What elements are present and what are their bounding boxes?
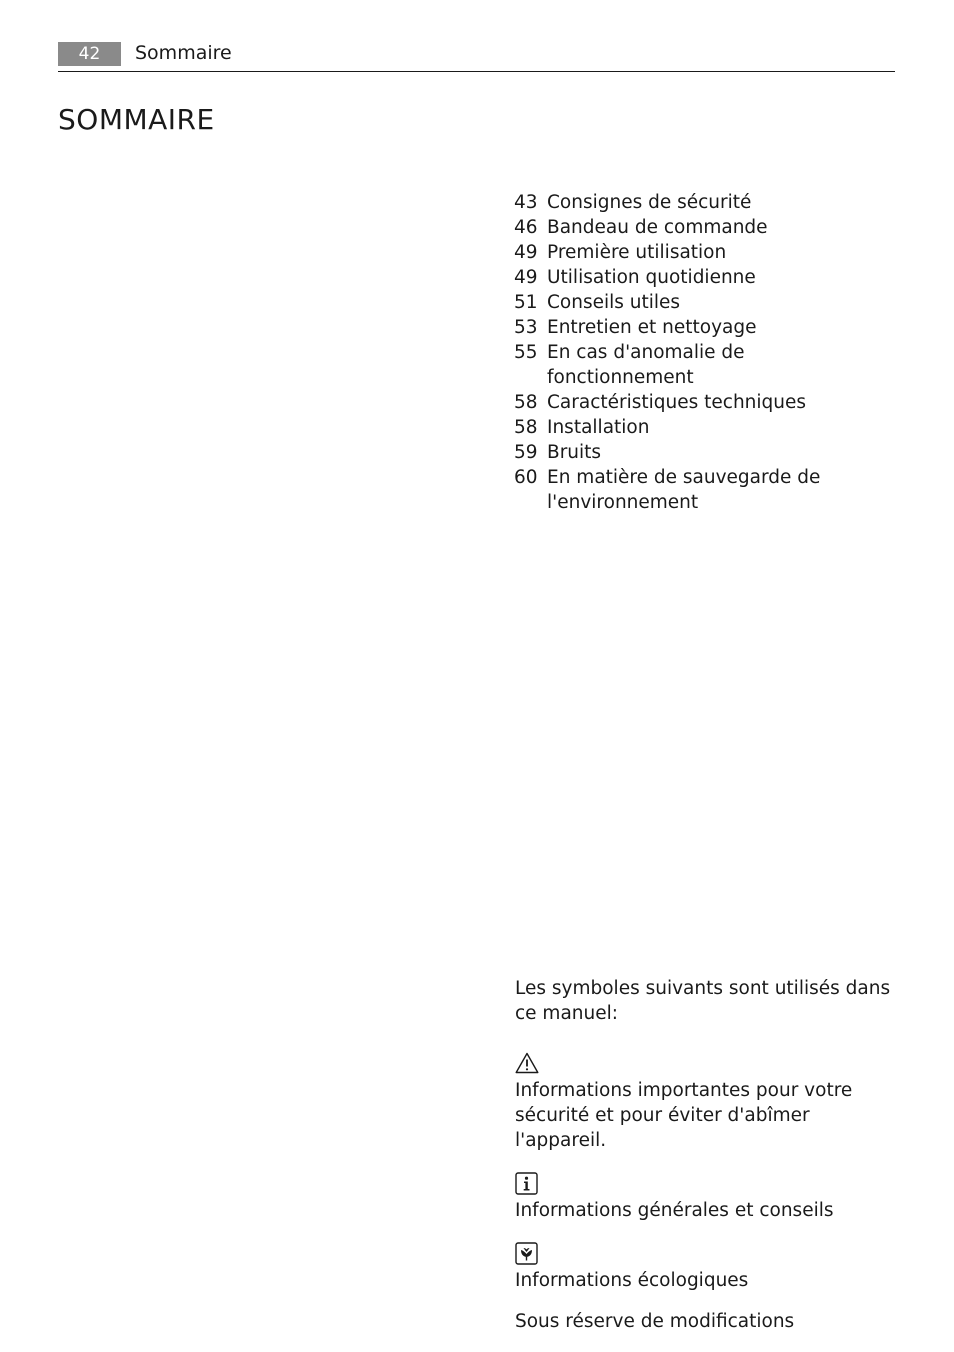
toc-label: Utilisation quotidienne — [547, 267, 756, 288]
symbol-safety — [515, 1052, 900, 1153]
symbols-intro: Les symboles suivants sont utilisés dans ce manuel: — [515, 978, 891, 1024]
header-section-title: Sommaire — [135, 42, 232, 64]
info-icon — [515, 1172, 900, 1197]
page-number: 42 — [58, 42, 121, 66]
symbol-eco — [515, 1242, 900, 1293]
toc-entry[interactable] — [514, 215, 899, 240]
toc-page-number: 55 — [514, 342, 538, 363]
toc-label: Première utilisation — [547, 242, 727, 263]
toc-entry[interactable] — [514, 265, 899, 290]
toc-label: En matière de sauvegarde de l'environnement — [547, 467, 821, 513]
toc-page-number: 59 — [514, 442, 538, 463]
toc-entry[interactable] — [514, 240, 899, 265]
symbol-safety-text: Informations importantes pour votre sécurité et pour éviter d'abîmer l'appareil. — [515, 1080, 853, 1151]
toc-entry[interactable] — [514, 390, 899, 415]
symbol-info-text: Informations générales et conseils — [515, 1200, 834, 1221]
page-title: SOMMAIRE — [58, 103, 215, 136]
toc-entry[interactable] — [514, 190, 899, 215]
modifications-note: Sous réserve de modifications — [515, 1311, 795, 1332]
toc-page-number: 49 — [514, 242, 538, 263]
warning-triangle-icon — [515, 1052, 900, 1077]
toc-page-number: 46 — [514, 217, 538, 238]
toc-label: Conseils utiles — [547, 292, 681, 313]
toc-label: Bandeau de commande — [547, 217, 768, 238]
eco-icon — [515, 1242, 900, 1267]
toc-label: Bruits — [547, 442, 602, 463]
toc-entry[interactable] — [514, 415, 899, 440]
toc-label: Consignes de sécurité — [547, 192, 752, 213]
toc-page-number: 51 — [514, 292, 538, 313]
toc-label: En cas d'anomalie de fonctionnement — [547, 342, 745, 388]
symbols-legend — [515, 976, 900, 1334]
toc-page-number: 49 — [514, 267, 538, 288]
toc-entry[interactable] — [514, 440, 899, 465]
toc-page-number: 58 — [514, 417, 538, 438]
toc-entry[interactable] — [514, 290, 899, 315]
toc-label: Caractéristiques techniques — [547, 392, 807, 413]
toc-page-number: 53 — [514, 317, 538, 338]
toc-label: Entretien et nettoyage — [547, 317, 757, 338]
toc-page-number: 58 — [514, 392, 538, 413]
toc-entry[interactable] — [514, 340, 899, 390]
toc-entry[interactable] — [514, 315, 899, 340]
toc-entry[interactable] — [514, 465, 899, 515]
symbol-info — [515, 1172, 900, 1223]
page-header — [58, 40, 895, 72]
table-of-contents — [514, 190, 899, 515]
symbol-eco-text: Informations écologiques — [515, 1270, 749, 1291]
toc-label: Installation — [547, 417, 650, 438]
toc-page-number: 43 — [514, 192, 538, 213]
toc-page-number: 60 — [514, 467, 538, 488]
